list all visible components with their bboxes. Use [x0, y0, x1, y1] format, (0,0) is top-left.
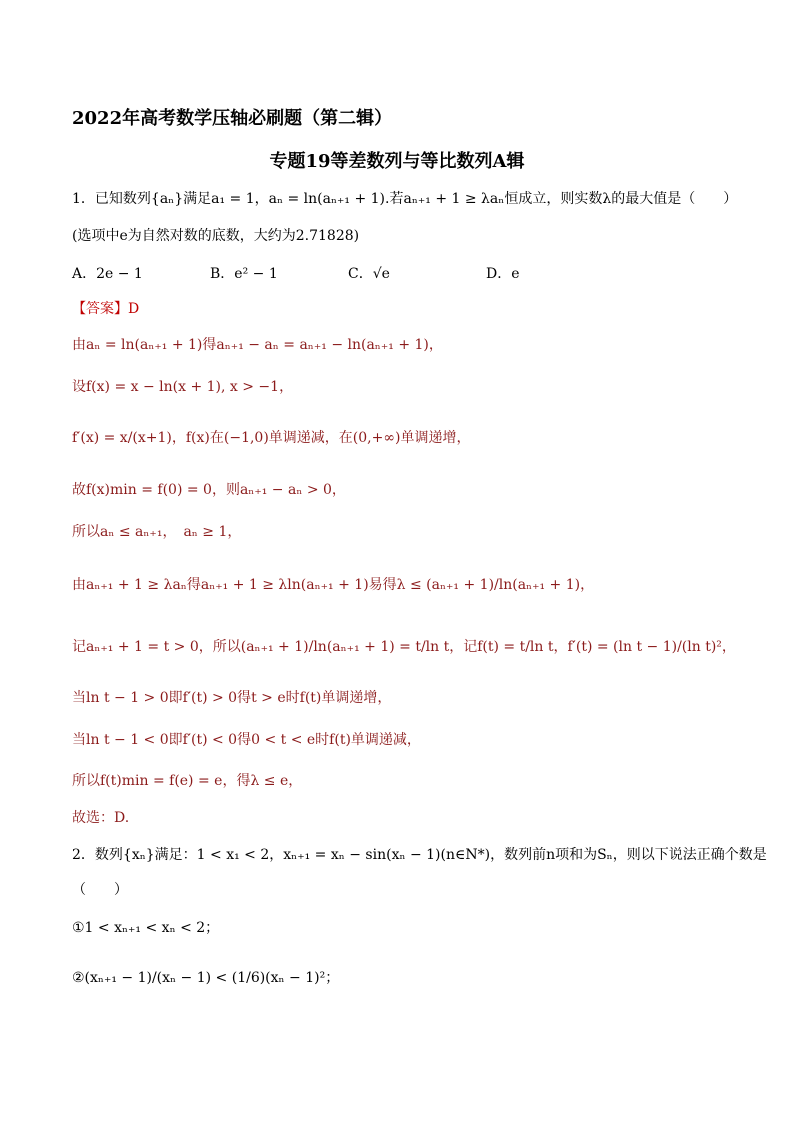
solution-line: 当ln t − 1 < 0即f′(t) < 0得0 < t < e时f(t)单调递减，	[72, 732, 421, 748]
solution-line: 设f(x) = x − ln(x + 1), x > −1，	[72, 379, 294, 395]
solution-line: 所以f(t)min = f(e) = e，得λ ≤ e，	[72, 773, 303, 789]
q1-option-a: A．2e − 1	[72, 266, 143, 282]
q1-note: (选项中e为自然对数的底数，大约为2.71828)	[72, 228, 360, 244]
q2-stem: 2．数列{xₙ}满足：1 < x₁ < 2，xₙ₊₁ = xₙ − sin(xₙ − 1)(n∈N*)，数列前n项和为Sₙ，则以下说法正确个数是	[72, 847, 767, 863]
q2-item: ①1 < xₙ₊₁ < xₙ < 2；	[72, 920, 220, 936]
q1-stem: 1．已知数列{aₙ}满足a₁ = 1，aₙ = ln(aₙ₊₁ + 1).若aₙ₊₁ + 1 ≥ λaₙ恒成立，则实数λ的最大值是（ ）	[72, 191, 738, 207]
answer-tag: 【答案】	[72, 301, 128, 317]
q1-option-c: C．√e	[348, 266, 390, 282]
solution-line: 故f(x)min = f(0) = 0，则aₙ₊₁ − aₙ > 0，	[72, 482, 346, 498]
solution-line: 由aₙ₊₁ + 1 ≥ λaₙ得aₙ₊₁ + 1 ≥ λln(aₙ₊₁ + 1)易得λ ≤ (aₙ₊₁ + 1)/ln(aₙ₊₁ + 1)，	[72, 577, 595, 593]
solution-line: 记aₙ₊₁ + 1 = t > 0，所以(aₙ₊₁ + 1)/ln(aₙ₊₁ + 1) = t/ln t，记f(t) = t/ln t，f′(t) = (ln t − 1)/(ln t)²，	[72, 639, 736, 655]
solution-line: 所以aₙ ≤ aₙ₊₁， aₙ ≥ 1，	[72, 524, 242, 540]
answer-value: D	[128, 301, 140, 317]
document-subtitle: 专题19等差数列与等比数列A辑	[269, 151, 525, 172]
solution-line: 由aₙ = ln(aₙ₊₁ + 1)得aₙ₊₁ − aₙ = aₙ₊₁ − ln(aₙ₊₁ + 1)，	[72, 337, 443, 353]
document-title: 2022年高考数学压轴必刷题（第二辑）	[72, 108, 393, 129]
q2-paren: （ ）	[72, 882, 128, 898]
solution-line: 故选：D.	[72, 810, 130, 826]
q1-option-b: B．e² − 1	[210, 266, 278, 282]
q1-answer	[72, 299, 139, 319]
solution-line: f′(x) = x/(x+1)，f(x)在(−1,0)单调递减，在(0,+∞)单调递增，	[72, 430, 471, 446]
solution-line: 当ln t − 1 > 0即f′(t) > 0得t > e时f(t)单调递增，	[72, 690, 392, 706]
q2-item: ②(xₙ₊₁ − 1)/(xₙ − 1) < (1/6)(xₙ − 1)²；	[72, 970, 340, 986]
q1-option-d: D．e	[486, 266, 520, 282]
